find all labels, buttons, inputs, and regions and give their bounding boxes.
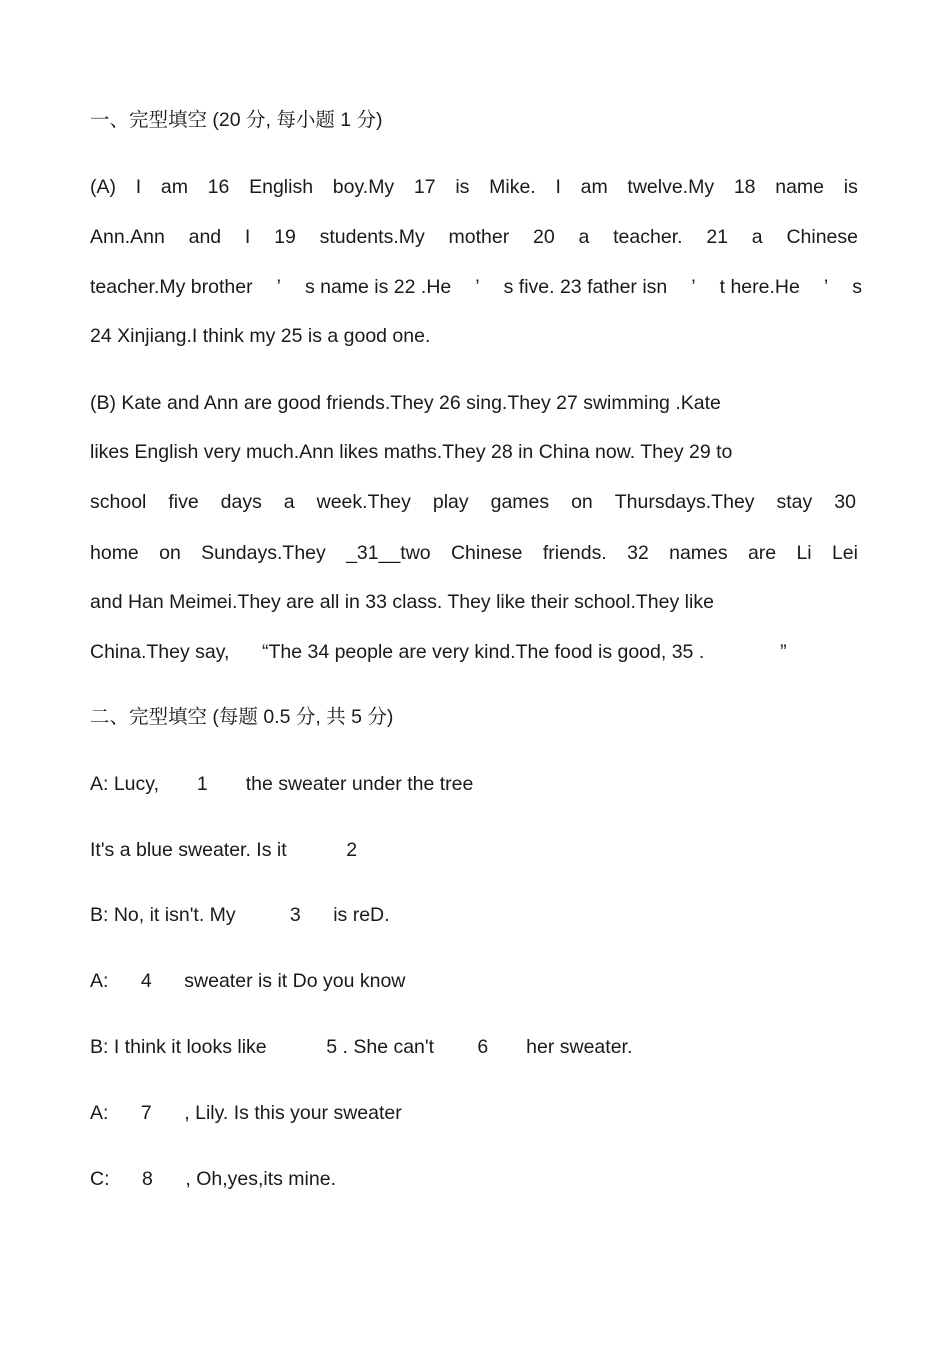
dialogue-line-4: A: 4 sweater is it Do you know (90, 970, 406, 992)
word: 21 (706, 226, 729, 248)
word: Mike. (489, 176, 536, 198)
dialogue-line-2: It's a blue sweater. Is it 2 (90, 839, 358, 861)
word: ’ (823, 276, 829, 298)
word: I (244, 226, 251, 248)
word: boy.My (332, 176, 395, 198)
word: 18 (733, 176, 756, 198)
word: _31__two (346, 542, 431, 564)
word: on (571, 491, 593, 513)
word: t here.He (719, 276, 800, 298)
word: (A) (90, 176, 116, 198)
section1-heading: 一、完型填空 (20 分, 每小题 1 分) (90, 109, 383, 131)
word: am (160, 176, 188, 198)
word: am (580, 176, 608, 198)
section2-heading: 二、完型填空 (每题 0.5 分, 共 5 分) (90, 706, 394, 728)
partB-line-1: (B) Kate and Ann are good friends.They 26 sing.They 27 swimming .Kate (90, 392, 721, 414)
word: Sundays.They (201, 542, 326, 564)
word: Li (796, 542, 812, 564)
word: names (669, 542, 728, 564)
word: s five. 23 father isn (503, 276, 668, 298)
partB-line-2: likes English very much.Ann likes maths.They 28 in China now. They 29 to (90, 441, 733, 463)
word: twelve.My (627, 176, 715, 198)
word: on (159, 542, 181, 564)
dialogue-line-7: C: 8 , Oh,yes,its mine. (90, 1168, 336, 1190)
dialogue-line-1: A: Lucy, 1 the sweater under the tree (90, 773, 474, 795)
partB-line-4 (90, 541, 858, 565)
word: is (455, 176, 470, 198)
word: school (90, 491, 147, 513)
partB-line-5: and Han Meimei.They are all in 33 class. They like their school.They like (90, 591, 714, 613)
word: Lei (831, 542, 858, 564)
word: English (249, 176, 314, 198)
partB-line-6: China.They say, “The 34 people are very kind.The food is good, 35 . ” (90, 641, 787, 663)
partA-line-4: 24 Xinjiang.I think my 25 is a good one. (90, 325, 431, 347)
word: are (747, 542, 777, 564)
partA-line-3 (90, 275, 862, 299)
word: is (843, 176, 858, 198)
word: 20 (533, 226, 555, 248)
word: Chinese (450, 542, 523, 564)
word: five (168, 491, 199, 513)
word: a (283, 491, 295, 513)
word: 16 (207, 176, 230, 198)
word: ’ (276, 276, 281, 298)
word: week.They (316, 491, 411, 513)
word: days (220, 491, 262, 513)
partA-line-2 (90, 225, 858, 249)
word: 32 (627, 542, 649, 564)
word: students.My (319, 226, 425, 248)
word: ’ (691, 276, 696, 298)
word: s (852, 276, 862, 298)
word: teacher. (613, 226, 683, 248)
word: s name is 22 .He (304, 276, 452, 298)
dialogue-line-6: A: 7 , Lily. Is this your sweater (90, 1102, 402, 1124)
word: a (751, 226, 763, 248)
dialogue-line-5: B: I think it looks like 5 . She can't 6 her sweater. (90, 1036, 633, 1058)
word: 17 (413, 176, 436, 198)
word: I (555, 176, 561, 198)
word: name (775, 176, 825, 198)
word: Ann.Ann (90, 226, 165, 248)
word: and (188, 226, 222, 248)
word: stay (776, 491, 813, 513)
word: friends. (542, 542, 607, 564)
word: mother (448, 226, 510, 248)
word: I (135, 176, 142, 198)
word: 30 (834, 491, 856, 513)
word: games (490, 491, 550, 513)
word: home (90, 542, 139, 564)
word: a (578, 226, 590, 248)
word: teacher.My brother (90, 276, 253, 298)
partB-line-3 (90, 490, 856, 514)
word: ’ (475, 276, 480, 298)
partA-line-1 (90, 175, 858, 199)
word: Chinese (786, 226, 858, 248)
word: play (432, 491, 469, 513)
word: Thursdays.They (614, 491, 755, 513)
word: 19 (274, 226, 296, 248)
dialogue-line-3: B: No, it isn't. My 3 is reD. (90, 904, 390, 926)
